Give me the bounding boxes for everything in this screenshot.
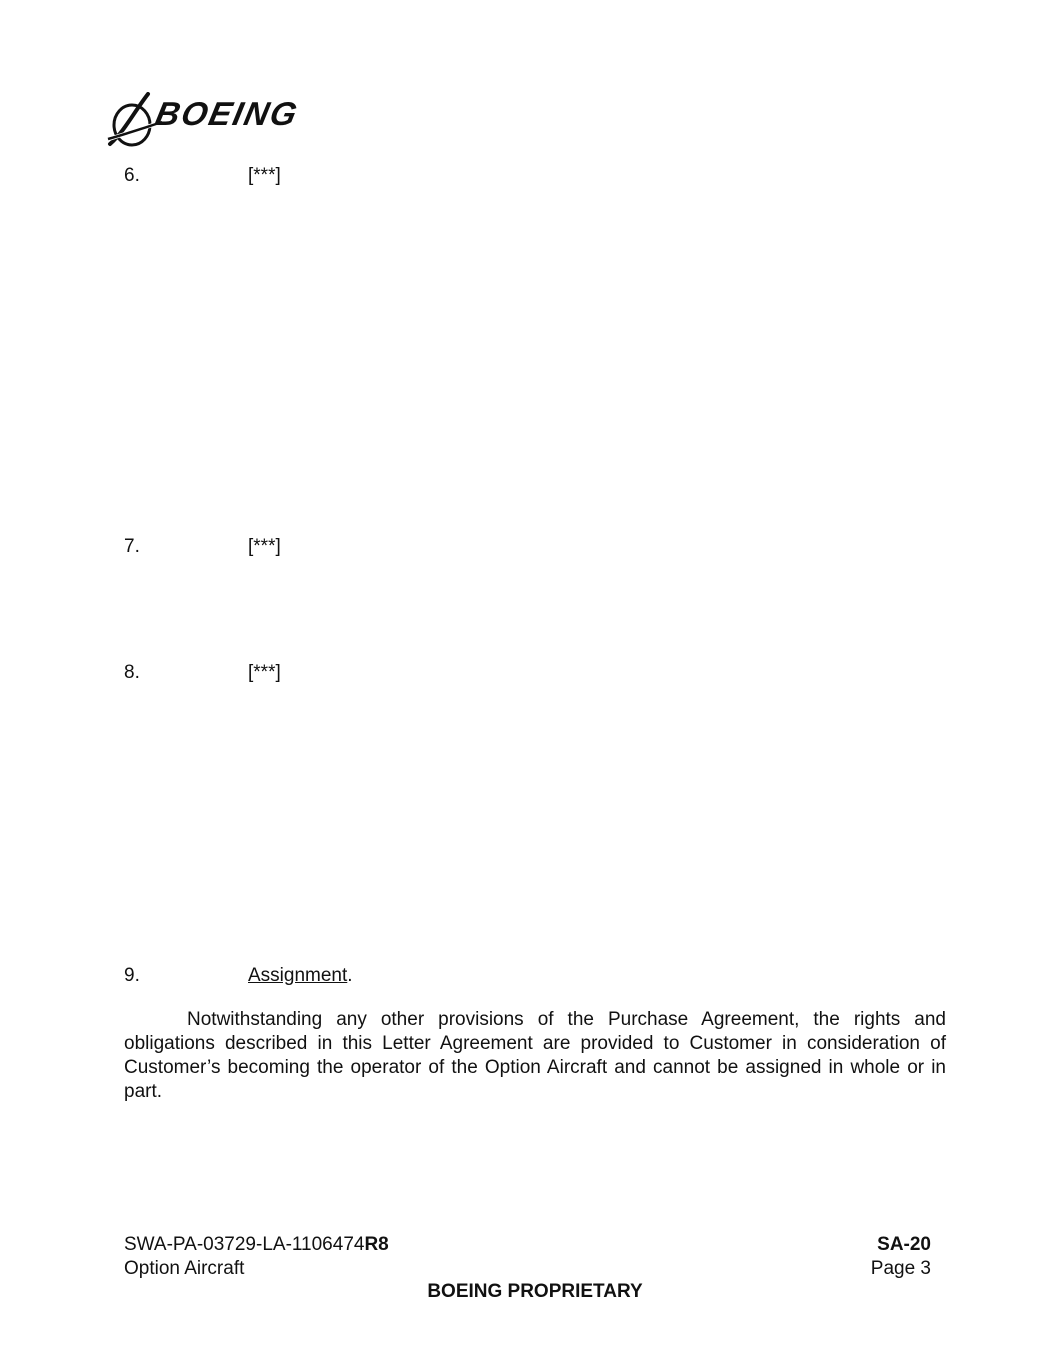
section-7-number: 7. [124, 536, 140, 557]
section-8-number: 8. [124, 662, 140, 683]
section-6-number: 6. [124, 165, 140, 186]
boeing-logo [104, 92, 334, 150]
footer-doc-revision: R8 [364, 1234, 389, 1255]
assignment-heading: Assignment [248, 965, 348, 986]
footer-right [871, 1233, 931, 1281]
boeing-logo-wordmark: BOEING [152, 95, 303, 132]
section-6-title: [***] [248, 165, 281, 186]
section-9-title [248, 964, 353, 988]
section-9-number: 9. [124, 965, 140, 986]
footer-doc-number: SWA-PA-03729-LA-1106474 [124, 1234, 365, 1255]
section-8-title: [***] [248, 662, 281, 683]
assignment-paragraph: Notwithstanding any other provisions of the Purchase Agreement, the rights and obligations described in this Letter Agreement are provided to Customer in consideration of Customer’s becoming the operator of the Option Aircraft and cannot be assigned in whole or in part. [124, 1009, 946, 1102]
footer-doc-subject: Option Aircraft [124, 1258, 245, 1279]
footer-page-number: Page 3 [870, 1258, 931, 1279]
footer-supplement: SA-20 [877, 1234, 931, 1255]
footer-doc-id [124, 1233, 389, 1257]
footer-left [124, 1233, 389, 1281]
footer-proprietary-notice: BOEING PROPRIETARY [427, 1281, 643, 1302]
assignment-heading-period: . [347, 965, 353, 986]
section-7-title: [***] [248, 536, 281, 557]
